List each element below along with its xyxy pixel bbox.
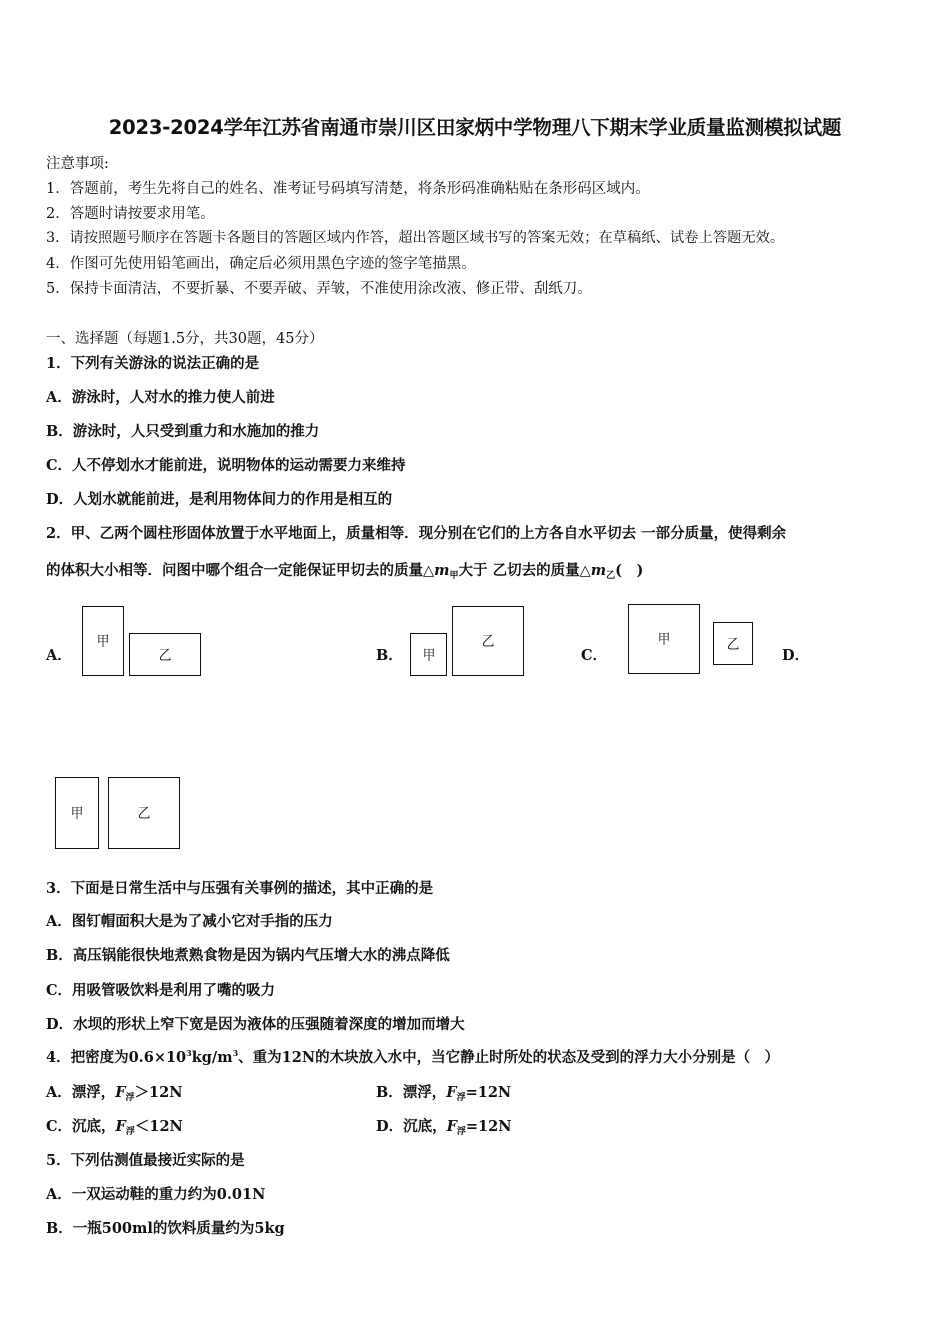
q2-text-b: 大于 乙切去的质量△	[458, 562, 591, 579]
cylinder-yi-d: 乙	[108, 777, 180, 849]
question-4-option-c: C．沉底，$F_浮<12N$	[46, 1118, 183, 1137]
cylinder-jia-a: 甲	[82, 606, 124, 676]
cylinder-jia-c: 甲	[628, 604, 700, 674]
q4-sup-3b: 3	[232, 1048, 239, 1059]
question-1-option-d: D．人划水就能前进，是利用物体间力的作用是相互的	[46, 491, 393, 508]
q4-stem-b: kg/m	[191, 1049, 233, 1066]
mass-variable: m	[434, 562, 450, 579]
q2-label-b: B．	[376, 647, 403, 664]
question-5-stem: 5．下列估测值最接近实际的是	[46, 1152, 245, 1169]
question-1-option-b: B．游泳时，人只受到重力和水施加的推力	[46, 423, 320, 440]
question-4-stem	[46, 1046, 779, 1067]
cylinder-yi-a: 乙	[129, 633, 201, 676]
q4-sup-3: 3	[186, 1048, 192, 1059]
question-5-option-a: A．一双运动鞋的重力约为0.01N	[46, 1186, 266, 1203]
q2-label-a: A．	[46, 647, 72, 664]
notice-heading: 注意事项:	[46, 156, 109, 172]
question-3-option-c: C．用吸管吸饮料是利用了嘴的吸力	[46, 982, 276, 999]
notice-item-1: 1．答题前，考生先将自己的姓名、准考证号码填写清楚，将条形码准确粘贴在条形码区域内。	[46, 181, 650, 197]
question-1-stem: 1．下列有关游泳的说法正确的是	[46, 355, 260, 372]
question-3-option-d: D．水坝的形状上窄下宽是因为液体的压强随着深度的增加而增大	[46, 1016, 465, 1033]
question-3-option-b: B．高压锅能很快地煮熟食物是因为锅内气压增大水的沸点降低	[46, 947, 450, 964]
q2-label-d: D．	[782, 647, 810, 664]
question-2-stem-line2	[46, 559, 643, 581]
section-heading: 一、选择题（每题1.5分，共30题，45分）	[46, 331, 324, 347]
q4-stem-c: 、重为12N的木块放入水中，当它静止时所处的状态及受到的浮力大小分别是（ ）	[238, 1049, 780, 1066]
notice-item-2: 2．答题时请按要求用笔。	[46, 206, 215, 222]
question-3-option-a: A．图钉帽面积大是为了减小它对手指的压力	[46, 913, 333, 930]
q4-stem-a: 4．把密度为0.6×10	[46, 1049, 187, 1066]
cylinder-yi-b: 乙	[452, 606, 524, 676]
cylinder-jia-d: 甲	[55, 777, 99, 849]
question-4-option-b: B．漂浮，$F_浮=12N$	[376, 1084, 512, 1103]
question-2-stem-line1: 2．甲、乙两个圆柱形固体放置于水平地面上，质量相等．现分别在它们的上方各自水平切去 一部分质量，使得剩余	[46, 525, 787, 542]
sub-jia: 甲	[449, 571, 459, 581]
question-3-stem: 3．下面是日常生活中与压强有关事例的描述，其中正确的是	[46, 880, 434, 897]
notice-item-3: 3．请按照题号顺序在答题卡各题目的答题区域内作答，超出答题区域书写的答案无效；在草稿纸、试卷上答题无效。	[46, 230, 785, 246]
question-1-option-c: C．人不停划水才能前进，说明物体的运动需要力来维持	[46, 457, 406, 474]
q2-label-c: C．	[581, 647, 608, 664]
q2-text-a: 的体积大小相等．问图中哪个组合一定能保证甲切去的质量△	[46, 562, 435, 579]
sub-yi: 乙	[606, 571, 616, 581]
notice-item-4: 4．作图可先使用铅笔画出，确定后必须用黑色字迹的签字笔描黑。	[46, 256, 476, 272]
question-1-option-a: A．游泳时，人对水的推力使人前进	[46, 389, 275, 406]
cylinder-yi-c: 乙	[713, 622, 753, 665]
cylinder-jia-b: 甲	[410, 633, 447, 676]
notice-item-5: 5．保持卡面清洁，不要折暴、不要弄破、弄皱，不准使用涂改液、修正带、刮纸刀。	[46, 281, 592, 297]
q2-text-c: ( )	[615, 562, 644, 579]
question-4-option-a: A．漂浮，$F_浮>12N$	[46, 1084, 183, 1103]
question-4-option-d: D．沉底，$F_浮=12N$	[376, 1118, 512, 1137]
mass-variable-2: m	[590, 562, 607, 579]
page-title: 2023-2024学年江苏省南通市崇川区田家炳中学物理八下期末学业质量监测模拟试题	[108, 116, 842, 139]
question-5-option-b: B．一瓶500ml的饮料质量约为5kg	[46, 1220, 285, 1237]
